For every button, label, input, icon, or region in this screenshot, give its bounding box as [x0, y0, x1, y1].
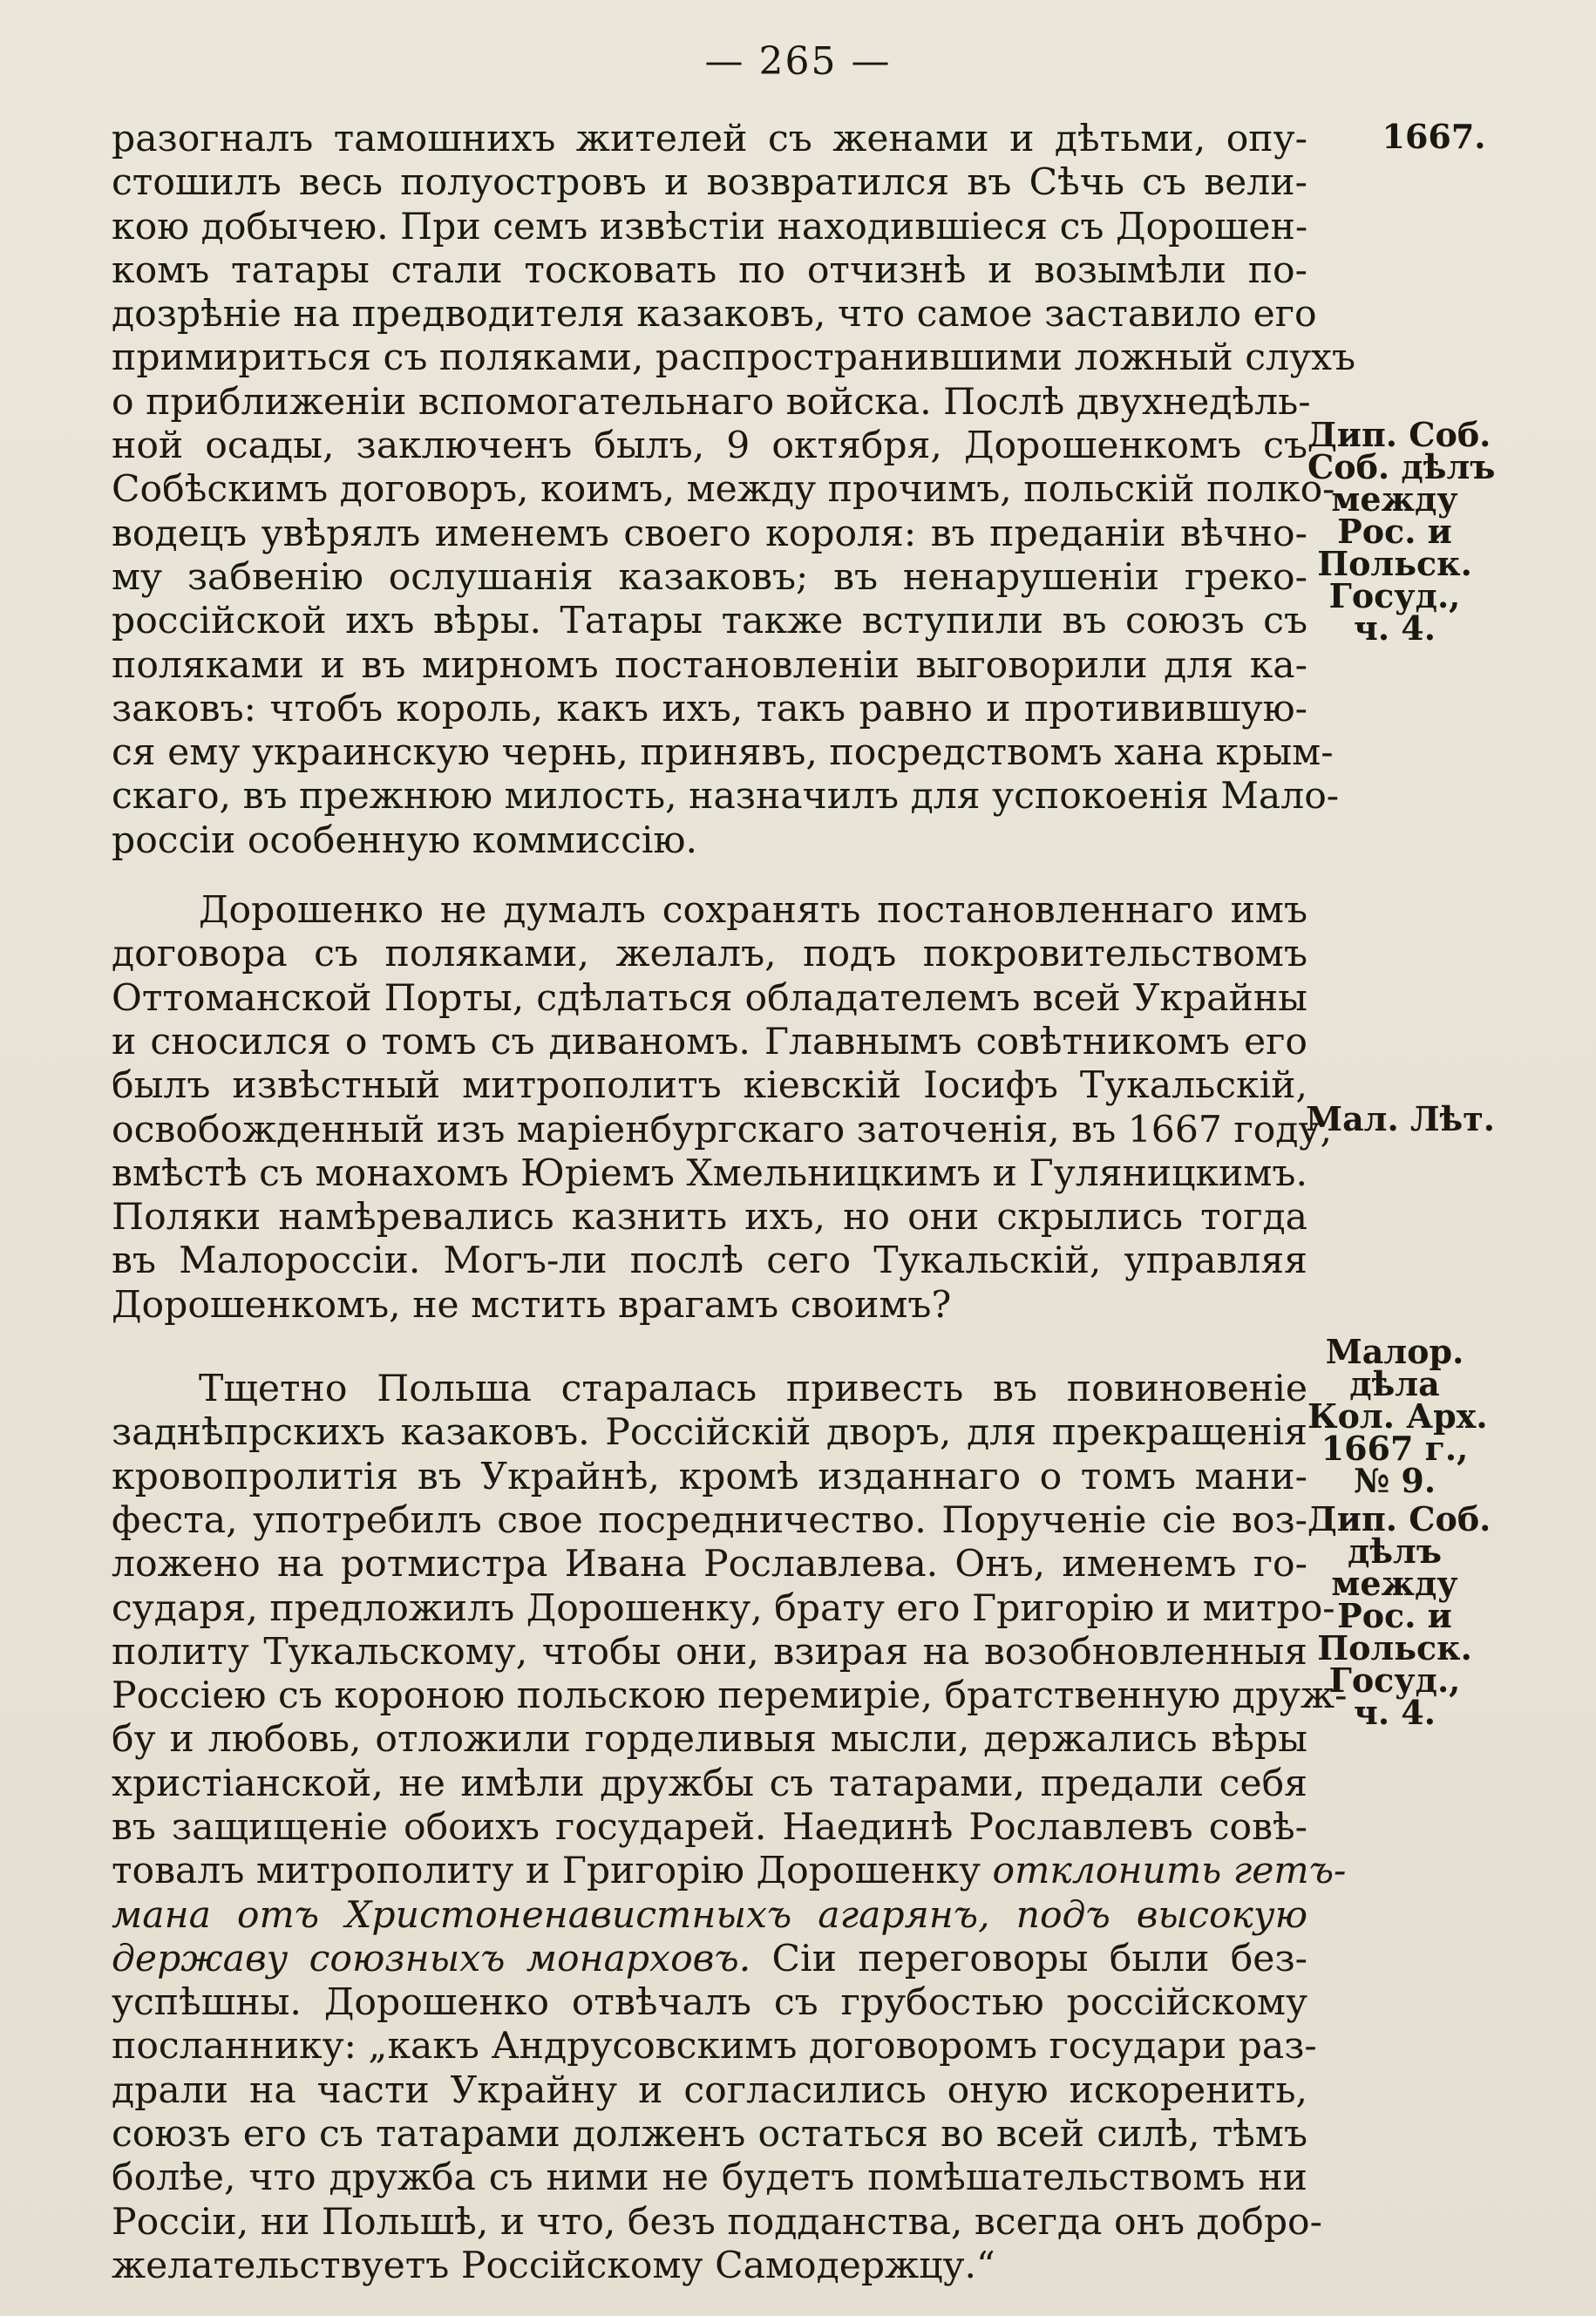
- text-span: Сіи переговоры были без-: [771, 1937, 1307, 1980]
- text-line: кровопролитія въ Украйнѣ, кромѣ изданнаго о томъ мани-: [112, 1455, 1307, 1498]
- text-line: успѣшны. Дорошенко отвѣчалъ съ грубостью россійскому: [112, 1981, 1307, 2025]
- italic-quote: державу союзныхъ монарховъ.: [112, 1937, 751, 1980]
- text-line: Оттоманской Порты, сдѣлаться обладателемъ всей Украйны: [112, 976, 1307, 1020]
- text-line: сударя, предложилъ Дорошенку, брату его Григорію и митро-: [112, 1586, 1335, 1630]
- text-line: скаго, въ прежнюю милость, назначилъ для успокоенія Мало-: [112, 775, 1340, 818]
- main-text: [112, 118, 1356, 2288]
- text-line: о приближеніи вспомогательнаго войска. Послѣ двухнедѣль-: [112, 380, 1311, 424]
- text-line: и сносился о томъ съ диваномъ. Главнымъ совѣтникомъ его: [112, 1020, 1307, 1063]
- text-line: дозрѣніе на предводителя казаковъ, что самое заставило его: [112, 293, 1317, 336]
- text-line: Дорошенко не думалъ сохранять постановленнаго имъ: [199, 889, 1307, 933]
- text-line: христіанской, не имѣли дружбы съ татарами, предали себя: [112, 1762, 1307, 1805]
- paragraph-2: [112, 889, 1332, 1328]
- text-line: россіи особенную коммиссію.: [112, 818, 698, 862]
- text-line: водецъ увѣрялъ именемъ своего короля: въ преданіи вѣчно-: [112, 512, 1307, 555]
- text-line: [112, 1938, 1307, 1981]
- italic-quote-line: мана отъ Христоненавистныхъ агарянъ, подъ высокую: [112, 1893, 1307, 1937]
- margin-note-dip-sob-1: Дип. Соб. Соб. дѣлъ между Рос. и Польск. Госуд., ч. 4.: [1307, 415, 1496, 648]
- text-line: политу Тукальскому, чтобы они, взирая на возобновленныя: [112, 1630, 1307, 1674]
- text-line: освобожденный изъ маріенбургскаго заточенія, въ 1667 году,: [112, 1108, 1332, 1151]
- margin-note-mal-let: Мал. Лѣт.: [1306, 1099, 1496, 1138]
- text-line: Россіи, ни Польшѣ, и что, безъ подданства, всегда онъ добро-: [112, 2200, 1322, 2244]
- text-line: поляками и въ мирномъ постановленіи выговорили для ка-: [112, 643, 1307, 687]
- italic-quote: отклонить гетъ-: [992, 1850, 1347, 1893]
- text-line: кою добычею. При семъ извѣстіи находившіеся съ Дорошен-: [112, 205, 1308, 248]
- text-line: заднѣпрскихъ казаковъ. Россійскій дворъ, для прекращенія: [112, 1411, 1307, 1455]
- text-line: бу и любовь, отложили горделивыя мысли, держались вѣры: [112, 1718, 1307, 1762]
- text-line: комъ татары стали тосковать по отчизнѣ и возымѣли по-: [112, 248, 1307, 292]
- text-line: разогналъ тамошнихъ жителей съ женами и дѣтьми, опу-: [112, 118, 1307, 160]
- page-number: — 265 —: [704, 39, 892, 84]
- text-line: Россіею съ короною польскою перемиріе, братственную друж-: [112, 1674, 1348, 1718]
- text-line: въ Малороссіи. Могъ-ли послѣ сего Тукальскій, управляя: [112, 1240, 1307, 1283]
- text-line: Тщетно Польша старалась привесть въ повиновеніе: [199, 1368, 1307, 1411]
- text-line: примириться съ поляками, распространившими ложный слухъ: [112, 336, 1356, 380]
- text-line: договора съ поляками, желалъ, подъ покровительствомъ: [112, 933, 1307, 976]
- text-line: [112, 1850, 1347, 1893]
- text-line: вмѣстѣ съ монахомъ Юріемъ Хмельницкимъ и Гуляницкимъ.: [112, 1151, 1307, 1195]
- paragraph-3: [112, 1368, 1348, 2288]
- text-line: въ защищеніе обоихъ государей. Наединѣ Рославлевъ совѣ-: [112, 1805, 1307, 1849]
- text-line: му забвенію ослушанія казаковъ; въ ненарушеніи греко-: [112, 555, 1307, 599]
- text-line: Дорошенкомъ, не мстить врагамъ своимъ?: [112, 1283, 952, 1327]
- text-line: посланнику: „какъ Андрусовскимъ договоромъ государи раз-: [112, 2025, 1317, 2068]
- text-line: болѣе, что дружба съ ними не будетъ помѣшательствомъ ни: [112, 2156, 1307, 2200]
- margin-year: 1667.: [1382, 117, 1486, 156]
- text-line: ной осады, заключенъ былъ, 9 октября, Дорошенкомъ съ: [112, 424, 1307, 468]
- text-line: Поляки намѣревались казнить ихъ, но они скрылись тогда: [112, 1196, 1307, 1240]
- text-line: былъ извѣстный митрополитъ кіевскій Іосифъ Тукальскій,: [112, 1064, 1307, 1108]
- text-line: заковъ: чтобъ король, какъ ихъ, такъ равно и противившую-: [112, 687, 1307, 730]
- text-line: ложено на ротмистра Ивана Рославлева. Онъ, именемъ го-: [112, 1543, 1307, 1586]
- text-line: союзъ его съ татарами долженъ остаться во всей силѣ, тѣмъ: [112, 2113, 1307, 2156]
- text-line: драли на части Украйну и согласились оную искоренить,: [112, 2068, 1307, 2112]
- text-line: желательствуетъ Россійскому Самодержцу.“: [112, 2244, 995, 2287]
- text-span: товалъ митрополиту и Григорію Дорошенку: [112, 1850, 981, 1893]
- margin-note-dip-sob-2: Дип. Соб. дѣлъ между Рос. и Польск. Госуд., ч. 4.: [1307, 1499, 1491, 1732]
- text-line: Собѣскимъ договоръ, коимъ, между прочимъ, польскій полко-: [112, 468, 1335, 512]
- text-line: феста, употребилъ свое посредничество. Порученіе сіе воз-: [112, 1498, 1307, 1542]
- text-line: ся ему украинскую чернь, принявъ, посредствомъ хана крым-: [112, 731, 1334, 775]
- text-line: россійской ихъ вѣры. Татары также вступили въ союзъ съ: [112, 600, 1307, 643]
- text-line: стошилъ весь полуостровъ и возвратился въ Сѣчь съ вели-: [112, 161, 1307, 205]
- paragraph-1: [112, 118, 1356, 863]
- margin-note-malor-dela: Малор. дѣла Кол. Арх. 1667 г., № 9.: [1307, 1332, 1488, 1500]
